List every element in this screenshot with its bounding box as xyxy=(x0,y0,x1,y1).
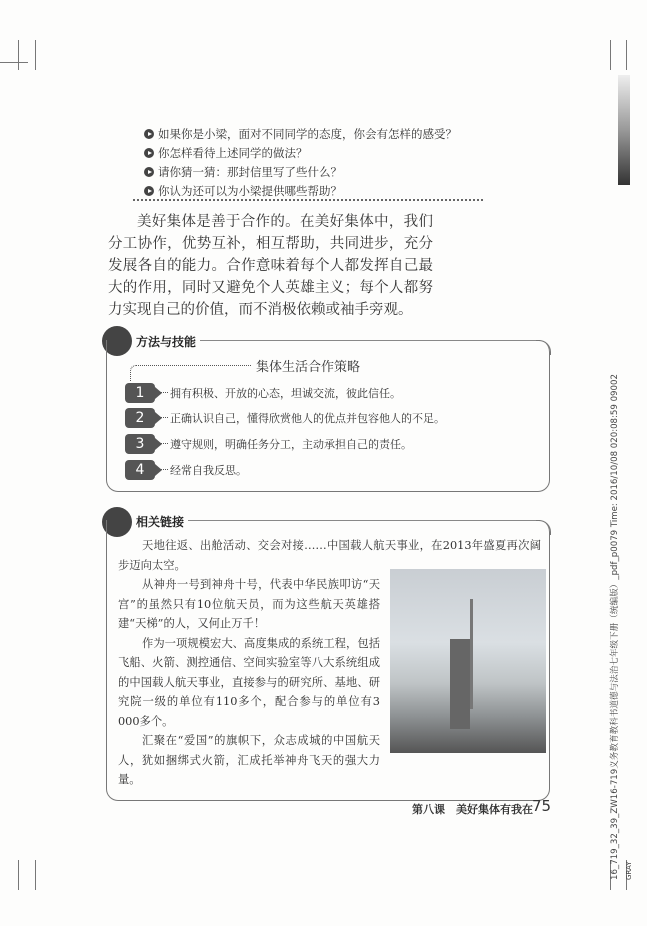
step-number: 2 xyxy=(125,408,155,428)
strategy-item: 拥有积极、开放的心态，坦诚交流，彼此信任。 xyxy=(170,387,401,400)
bullet-icon xyxy=(144,186,154,196)
bullet-icon xyxy=(144,167,154,177)
strategy-item: 遵守规则，明确任务分工，主动承担自己的责任。 xyxy=(170,438,412,451)
step-number: 1 xyxy=(125,383,155,403)
bullet-icon xyxy=(144,148,154,158)
methods-section-title: 方法与技能 xyxy=(136,335,197,349)
gray-scale-strip xyxy=(618,75,630,185)
crop-mark xyxy=(35,40,36,70)
step-number: 3 xyxy=(125,434,155,454)
side-print-note: 16_719_32_39_ZW16-719义务教育教科书道德与法治七年级下册（统编版）_pdf_p0079 Time: 2016/10/08 020:08:59 09002 xyxy=(610,374,620,880)
rocket-launch-photo xyxy=(390,569,546,753)
question-item: 如果你是小梁，面对不同同学的态度，你会有怎样的感受？ xyxy=(144,126,457,142)
crop-mark xyxy=(18,40,19,70)
link-paragraph: 作为一项规模宏大、高度集成的系统工程，包括飞船、火箭、测控通信、空间实验室等八大系统组成的中国载人航天事业，直接参与的研究所、基地、研究院一级的单位有110多个，配合参与的单位有3 000多个。 xyxy=(118,636,380,728)
strategy-heading: 集体生活合作策略 xyxy=(256,360,361,375)
dotted-divider xyxy=(133,199,483,201)
strategy-item: 经常自我反思。 xyxy=(170,464,247,477)
links-row xyxy=(118,575,541,790)
links-box xyxy=(106,520,550,801)
crop-mark xyxy=(35,860,36,890)
question-item: 请你猜一猜：那封信里写了些什么？ xyxy=(144,164,342,180)
crop-mark xyxy=(0,62,28,63)
links-text-column xyxy=(118,575,380,790)
links-section-title: 相关链接 xyxy=(136,515,185,529)
link-paragraph: 汇聚在“爱国”的旗帜下，众志成城的中国航天人，犹如捆绑式火箭，汇成托举神舟飞天的强大力量。 xyxy=(118,734,380,786)
question-item: 你怎样看待上述同学的做法？ xyxy=(144,145,308,161)
bullet-icon xyxy=(144,129,154,139)
dotted-connector xyxy=(130,365,251,381)
strategy-item: 正确认识自己，懂得欣赏他人的优点并包容他人的不足。 xyxy=(170,412,445,425)
body-paragraph: 美好集体是善于合作的。在美好集体中，我们分工协作，优势互补，相互帮助，共同进步，充分发展各自的能力。合作意味着每个人都发挥自己最大的作用，同时又避免个人英雄主义；每个人都努力实现自己的价值，而不消极依赖或袖手旁观。 xyxy=(108,214,433,318)
side-gray-label: GRAY xyxy=(625,861,633,880)
crop-mark xyxy=(626,40,627,70)
link-paragraph: 从神舟一号到神舟十号，代表中华民族叩访“天宫”的虽然只有10位航天员，而为这些航天英雄搭建“天梯”的人，又何止万千！ xyxy=(118,578,380,630)
links-content xyxy=(107,520,549,800)
page-number: 75 xyxy=(532,797,552,815)
step-number: 4 xyxy=(125,460,155,480)
footer-lesson: 第八课 美好集体有我在 xyxy=(412,803,533,816)
crop-mark xyxy=(18,860,19,890)
crop-mark xyxy=(610,40,611,70)
question-item: 你认为还可以为小梁提供哪些帮助？ xyxy=(144,183,342,199)
link-paragraph: 天地往返、出舱活动、交会对接……中国载人航天事业，在2013年盛夏再次阔步迈向太空。 xyxy=(118,539,541,572)
